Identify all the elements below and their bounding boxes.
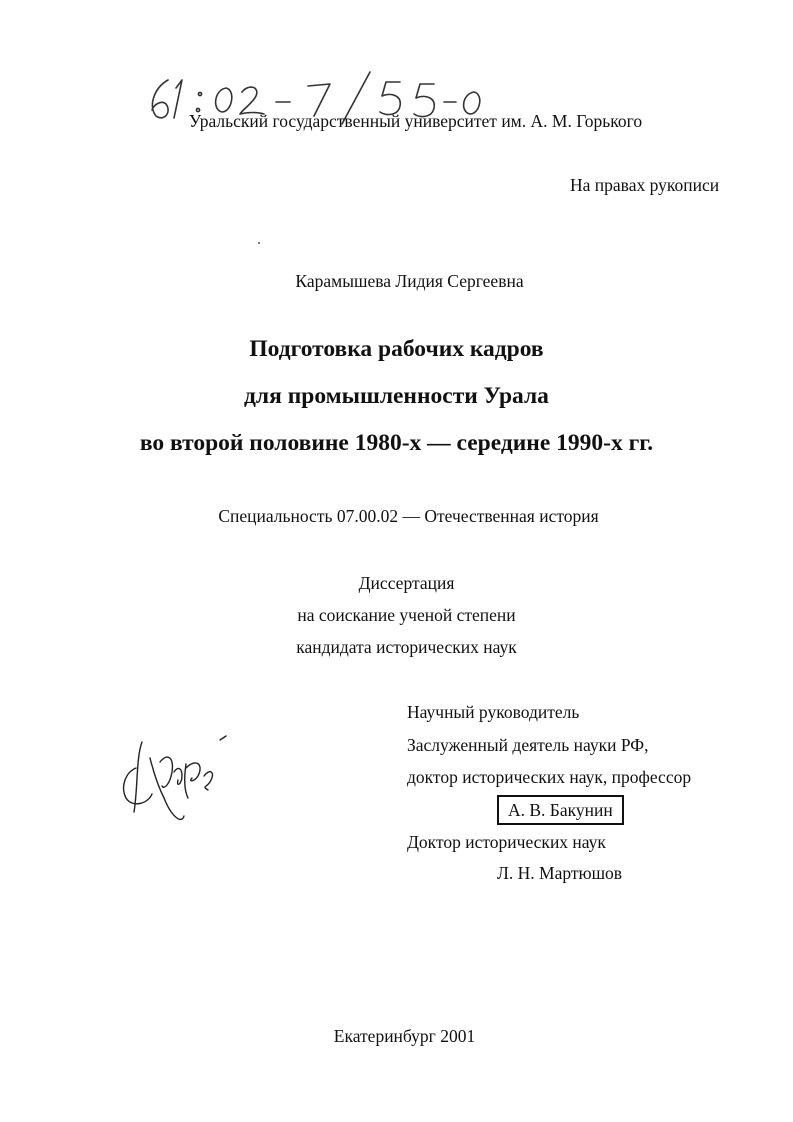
- title-line-1: Подготовка рабочих кадров: [249, 336, 544, 362]
- title-line-2: для промышленности Урала: [244, 383, 549, 409]
- author-name: Карамышева Лидия Сергеевна: [295, 271, 524, 291]
- supervisor-label: Научный руководитель: [407, 702, 580, 722]
- co-supervisor-name: Л. Н. Мартюшов: [497, 863, 623, 883]
- supervisor-name: А. В. Бакунин: [497, 795, 624, 825]
- dissertation-type: Диссертация: [358, 573, 455, 593]
- title-line-3: во второй половине 1980-х — середине 1990-х гг.: [139, 430, 654, 456]
- supervisor-degree: доктор исторических наук, профессор: [407, 767, 692, 787]
- handwritten-signature: [112, 728, 232, 828]
- supervisor-honorary-title: Заслуженный деятель науки РФ,: [407, 735, 649, 755]
- university-name: Уральский государственный университет им. А. М. Горького: [188, 111, 643, 131]
- degree-sought-line-2: кандидата исторических наук: [296, 637, 517, 657]
- co-supervisor-label: Доктор исторических наук: [407, 832, 606, 852]
- scan-speck: [258, 242, 260, 244]
- city-year: Екатеринбург 2001: [333, 1026, 476, 1046]
- rights-note: На правах рукописи: [570, 175, 720, 195]
- degree-sought-line-1: на соискание ученой степени: [297, 605, 516, 625]
- specialty: Специальность 07.00.02 — Отечественная история: [218, 506, 599, 526]
